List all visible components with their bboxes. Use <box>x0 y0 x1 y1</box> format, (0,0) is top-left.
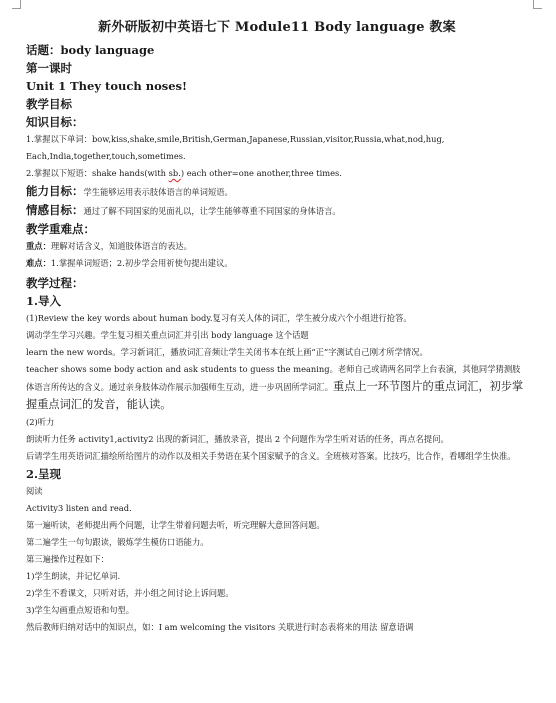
document-title: 新外研版初中英语七下 Module11 Body language 教案 <box>98 20 456 35</box>
section2-para4: 第三遍操作过程如下： <box>26 554 109 564</box>
reading-heading: 阅读 <box>26 486 43 496</box>
difficult-point <box>26 255 528 272</box>
section1-para4-text: teacher shows some body action and ask students to guess the meaning。老师自己或请两名同学上台表演，其他同学猜测肢体语言所传达的含义。通过亲身肢体动作展示加强师生互动，进一步巩固所学词汇。 <box>26 364 521 392</box>
difficult-text: 1.掌握单词短语；2.初步学会用祈使句提出建议。 <box>50 258 233 268</box>
difficult-label: 难点： <box>26 258 51 268</box>
section1-para6: 后请学生用英语词汇描绘所给图片的动作以及相关手势语在某个国家赋予的含义。全班核对答案。比技巧，比合作，看哪组学生快准。 <box>26 451 516 461</box>
emotion-text: 通过了解不同国家的见面礼以，让学生能够尊重不同国家的身体语言。 <box>83 206 341 216</box>
goals-heading: 教学目标 <box>26 97 72 111</box>
topic-line: 话题：body language <box>26 43 155 57</box>
phrases-suffix: ) each other=one another,three times. <box>180 168 342 178</box>
ability-goal <box>26 182 528 201</box>
section2-step1: 1)学生朗读，并记忆单词. <box>26 571 121 581</box>
page-corner-mark-left <box>12 0 21 9</box>
key-label: 重点： <box>26 241 51 251</box>
section1-para1: (1)Review the key words about human body.复习有关人体的词汇，学生被分成六个小组进行抢答。 <box>26 313 412 323</box>
key-text: 理解对话含义，知道肢体语言的表达。 <box>50 241 192 251</box>
ability-text: 学生能够运用表示肢体语言的单词短语。 <box>83 187 233 197</box>
ability-label: 能力目标： <box>26 184 84 198</box>
knowledge-phrases <box>26 165 528 182</box>
unit-heading: Unit 1 They touch noses! <box>26 79 188 93</box>
section2-para5: 然后教师归纳对话中的知识点，如：I am welcoming the visitors 关联进行时态表将来的用法 留意语调 <box>26 622 414 632</box>
key-point <box>26 238 528 255</box>
section1-heading: 1.导入 <box>26 294 62 308</box>
lesson-heading: 第一课时 <box>26 61 72 75</box>
phrases-sb: sb. <box>168 168 181 178</box>
section2-step2: 2)学生不看课文，只听对话，并小组之间讨论上诉问题。 <box>26 588 234 598</box>
emotion-label: 情感目标： <box>26 203 84 217</box>
section1-para3: learn the new words。学习新词汇，播放词汇音频让学生关闭书本在纸上画“正”字测试自己刚才所学情况。 <box>26 347 428 357</box>
emotion-goal <box>26 201 528 220</box>
process-heading: 教学过程： <box>26 276 84 290</box>
section2-para3: 第二遍学生一句句跟读，锻炼学生模仿口语能力。 <box>26 537 209 547</box>
document-body <box>26 16 528 636</box>
knowledge-heading: 知识目标： <box>26 115 84 129</box>
section1-para2: 调动学生学习兴趣。学生复习相关重点词汇并引出 body language 这个话题 <box>26 330 309 340</box>
section2-step3: 3)学生勾画重点短语和句型。 <box>26 605 135 615</box>
page-corner-mark-right <box>533 0 542 9</box>
section2-para2: 第一遍听读，老师提出两个问题，让学生带着问题去听，听完理解大意回答问题。 <box>26 520 325 530</box>
section1-para4-emphasis: 重点上一环节图片的重点词汇，初步掌握重点词汇的发音，能认读。 <box>26 380 524 411</box>
knowledge-words-line2: Each,India,together,touch,sometimes. <box>26 151 186 161</box>
keypoints-heading: 教学重难点： <box>26 222 95 236</box>
section1-para5: 朗读听力任务 activity1,activity2 出现的新词汇，播放录音，提出 2 个问题作为学生听对话的任务，再点名提问。 <box>26 434 449 444</box>
knowledge-words-line1: 1.掌握以下单词：bow,kiss,shake,smile,British,German,Japanese,Russian,visitor,Russia,what,nod,hug, <box>26 134 445 144</box>
section1-para4 <box>26 361 528 414</box>
phrases-prefix: 2.掌握以下短语：shake hands(with <box>26 168 169 178</box>
listening-heading: (2)听力 <box>26 417 55 427</box>
section2-heading: 2.呈现 <box>26 467 62 481</box>
section2-para1: Activity3 listen and read. <box>26 503 132 513</box>
